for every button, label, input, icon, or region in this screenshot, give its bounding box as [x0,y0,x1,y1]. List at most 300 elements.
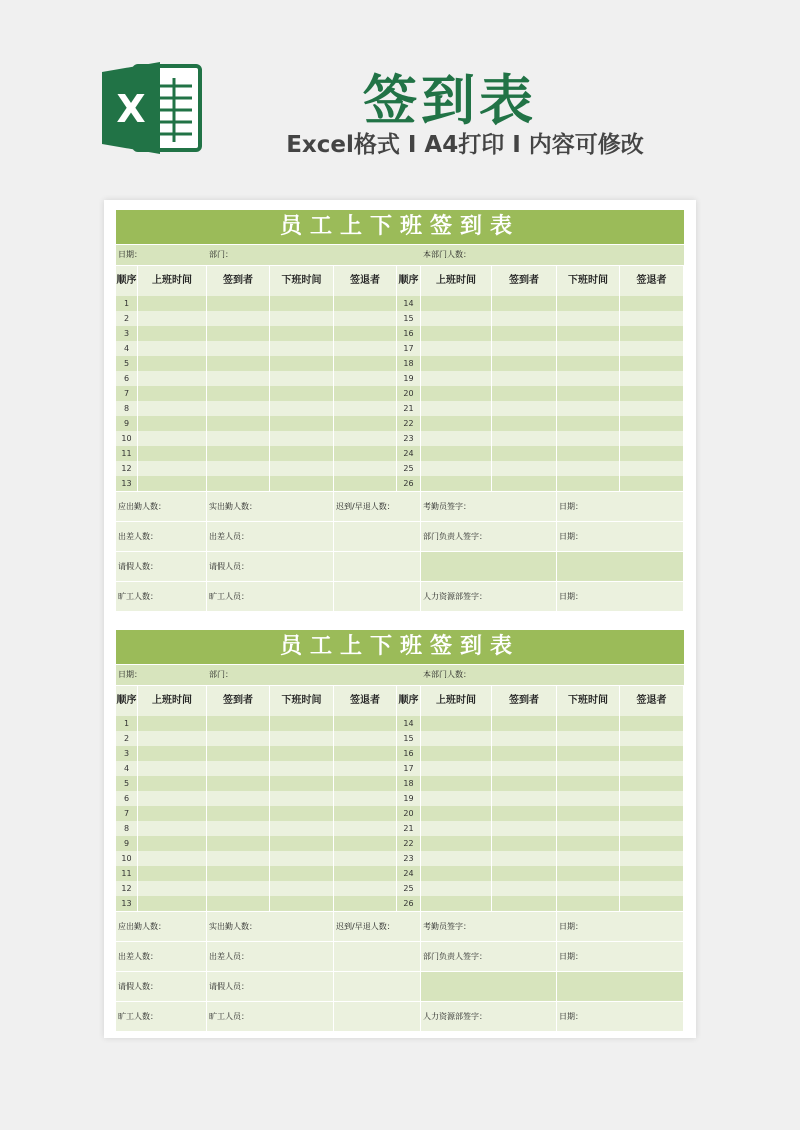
table-cell[interactable] [138,716,207,731]
table-row [116,761,684,776]
late-early-label[interactable]: 迟到/早退人数： [334,492,421,521]
table-cell[interactable] [492,776,557,791]
table-cell[interactable] [270,821,334,836]
table-row [116,896,684,911]
table-cell[interactable] [492,446,557,461]
table-cell[interactable] [270,416,334,431]
expected-attendance-label[interactable]: 应出勤人数： [116,492,207,521]
table-cell[interactable] [334,746,397,761]
table-cell[interactable] [207,836,270,851]
row-number: 12 [116,881,138,896]
leave-count-label[interactable]: 请假人数： [116,552,207,581]
absent-staff-label[interactable]: 旷工人员： [207,1002,334,1031]
table-cell[interactable] [207,806,270,821]
table-cell[interactable] [421,356,492,371]
table-cell[interactable] [557,416,620,431]
table-cell[interactable] [557,716,620,731]
table-cell[interactable] [138,431,207,446]
table-cell[interactable] [207,776,270,791]
table-cell[interactable] [138,746,207,761]
row-number: 12 [116,461,138,476]
table-cell[interactable] [138,776,207,791]
table-cell[interactable] [270,431,334,446]
table-cell[interactable] [270,776,334,791]
table-cell[interactable] [207,371,270,386]
table-cell[interactable] [138,416,207,431]
table-row [116,311,684,326]
table-row [116,296,684,311]
table-cell[interactable] [207,746,270,761]
table-cell[interactable] [557,341,620,356]
expected-attendance-label[interactable]: 应出勤人数： [116,912,207,941]
table-cell[interactable] [620,326,684,341]
row-number: 13 [116,476,138,491]
table-cell[interactable] [421,851,492,866]
table-cell[interactable] [207,761,270,776]
table-cell[interactable] [207,731,270,746]
footer-row [116,551,684,581]
business-trip-count-label[interactable]: 出差人数： [116,522,207,551]
date-label[interactable]: 日期： [118,670,142,679]
table-cell[interactable] [620,401,684,416]
actual-attendance-label[interactable]: 实出勤人数： [207,912,334,941]
page-title: 签到表 [363,69,537,132]
business-trip-staff-label[interactable]: 出差人员： [207,942,334,971]
empty-cell[interactable] [334,942,421,971]
table-cell[interactable] [334,896,397,911]
table-cell[interactable] [421,326,492,341]
dept-count-label[interactable]: 本部门人数： [423,670,471,679]
table-cell[interactable] [620,446,684,461]
table-cell[interactable] [334,401,397,416]
table-cell[interactable] [207,401,270,416]
table-cell[interactable] [421,446,492,461]
table-cell[interactable] [557,311,620,326]
table-cell[interactable] [138,851,207,866]
table-cell[interactable] [270,296,334,311]
table-cell[interactable] [620,386,684,401]
table-cell[interactable] [138,311,207,326]
empty-cell[interactable] [421,972,557,1001]
sign-date-label[interactable]: 日期： [557,492,684,521]
table-cell[interactable] [620,791,684,806]
table-cell[interactable] [557,866,620,881]
col-header: 下班时间 [270,266,334,296]
table-cell[interactable] [207,341,270,356]
row-number: 18 [397,776,421,791]
table-cell[interactable] [207,416,270,431]
table-cell[interactable] [557,296,620,311]
table-row [116,386,684,401]
table-cell[interactable] [270,791,334,806]
table-cell[interactable] [492,836,557,851]
empty-cell[interactable] [334,582,421,611]
table-cell[interactable] [207,461,270,476]
table-cell[interactable] [421,341,492,356]
sign-date-label[interactable]: 日期： [557,912,684,941]
hr-sign-label[interactable]: 人力资源部签字： [421,582,557,611]
table-cell[interactable] [207,431,270,446]
late-early-label[interactable]: 迟到/早退人数： [334,912,421,941]
table-cell[interactable] [334,476,397,491]
table-cell[interactable] [207,881,270,896]
table-cell[interactable] [138,371,207,386]
table-cell[interactable] [270,446,334,461]
table-cell[interactable] [557,761,620,776]
table-cell[interactable] [557,806,620,821]
absent-count-label[interactable]: 旷工人数： [116,1002,207,1031]
table-cell[interactable] [334,356,397,371]
table-cell[interactable] [557,821,620,836]
table-cell[interactable] [334,866,397,881]
table-cell[interactable] [492,371,557,386]
table-cell[interactable] [334,761,397,776]
table-cell[interactable] [270,851,334,866]
table-cell[interactable] [421,746,492,761]
table-cell[interactable] [421,806,492,821]
business-trip-staff-label[interactable]: 出差人员： [207,522,334,551]
table-cell[interactable] [270,731,334,746]
absent-count-label[interactable]: 旷工人数： [116,582,207,611]
table-cell[interactable] [270,401,334,416]
table-cell[interactable] [421,866,492,881]
business-trip-count-label[interactable]: 出差人数： [116,942,207,971]
dept-head-sign-label[interactable]: 部门负责人签字： [421,942,557,971]
table-cell[interactable] [620,371,684,386]
row-number: 25 [397,461,421,476]
table-cell[interactable] [557,731,620,746]
hr-sign-label[interactable]: 人力资源部签字： [421,1002,557,1031]
table-cell[interactable] [138,476,207,491]
checker-sign-label[interactable]: 考勤员签字： [421,492,557,521]
table-cell[interactable] [334,716,397,731]
table-cell[interactable] [207,446,270,461]
table-cell[interactable] [270,476,334,491]
table-cell[interactable] [207,896,270,911]
table-cell[interactable] [620,776,684,791]
row-number: 4 [116,761,138,776]
row-number: 19 [397,371,421,386]
table-cell[interactable] [557,386,620,401]
table-cell[interactable] [421,836,492,851]
table-cell[interactable] [557,371,620,386]
table-cell[interactable] [270,326,334,341]
table-cell[interactable] [492,731,557,746]
row-number: 6 [116,371,138,386]
table-cell[interactable] [421,296,492,311]
table-cell[interactable] [138,356,207,371]
dept-count-label[interactable]: 本部门人数： [423,250,471,259]
table-cell[interactable] [270,371,334,386]
table-cell[interactable] [138,866,207,881]
table-cell[interactable] [138,761,207,776]
table-cell[interactable] [138,386,207,401]
row-number: 16 [397,746,421,761]
table-cell[interactable] [421,311,492,326]
sign-date-label[interactable]: 日期： [557,942,684,971]
table-cell[interactable] [138,896,207,911]
table-cell[interactable] [492,326,557,341]
table-cell[interactable] [557,836,620,851]
table-cell[interactable] [138,461,207,476]
table-cell[interactable] [334,341,397,356]
empty-cell[interactable] [334,522,421,551]
sign-date-label[interactable]: 日期： [557,582,684,611]
info-row [116,244,684,265]
row-number: 17 [397,341,421,356]
row-number: 15 [397,731,421,746]
table-cell[interactable] [492,806,557,821]
table-cell[interactable] [207,311,270,326]
table-cell[interactable] [557,401,620,416]
table-cell[interactable] [334,791,397,806]
table-cell[interactable] [334,836,397,851]
row-number: 17 [397,761,421,776]
table-cell[interactable] [620,431,684,446]
table-cell[interactable] [620,461,684,476]
table-cell[interactable] [421,896,492,911]
empty-cell[interactable] [334,972,421,1001]
table-cell[interactable] [334,806,397,821]
table-cell[interactable] [492,311,557,326]
table-cell[interactable] [557,896,620,911]
table-cell[interactable] [557,776,620,791]
table-cell[interactable] [492,881,557,896]
table-cell[interactable] [334,851,397,866]
table-cell[interactable] [270,881,334,896]
table-row [116,371,684,386]
table-cell[interactable] [492,746,557,761]
table-row [116,806,684,821]
table-cell[interactable] [620,761,684,776]
table-cell[interactable] [334,776,397,791]
table-cell[interactable] [557,791,620,806]
table-cell[interactable] [270,386,334,401]
table-cell[interactable] [492,761,557,776]
table-cell[interactable] [421,416,492,431]
table-cell[interactable] [334,431,397,446]
table-cell[interactable] [207,716,270,731]
excel-logo-icon [100,58,204,158]
empty-cell[interactable] [421,552,557,581]
table-cell[interactable] [557,851,620,866]
leave-count-label[interactable]: 请假人数： [116,972,207,1001]
table-cell[interactable] [620,356,684,371]
table-cell[interactable] [421,371,492,386]
table-cell[interactable] [334,326,397,341]
table-cell[interactable] [270,761,334,776]
table-cell[interactable] [620,821,684,836]
table-row [116,791,684,806]
table-cell[interactable] [270,716,334,731]
table-cell[interactable] [270,896,334,911]
table-row [116,401,684,416]
table-cell[interactable] [557,881,620,896]
table-cell[interactable] [138,821,207,836]
table-cell[interactable] [207,821,270,836]
table-cell[interactable] [557,446,620,461]
table-cell[interactable] [138,326,207,341]
absent-staff-label[interactable]: 旷工人员： [207,582,334,611]
table-cell[interactable] [421,776,492,791]
table-cell[interactable] [334,311,397,326]
sign-date-label[interactable]: 日期： [557,1002,684,1031]
table-cell[interactable] [334,821,397,836]
table-cell[interactable] [138,296,207,311]
table-cell[interactable] [270,836,334,851]
row-number: 26 [397,476,421,491]
row-number: 4 [116,341,138,356]
col-header: 签退者 [334,266,397,296]
table-cell[interactable] [421,386,492,401]
table-cell[interactable] [138,401,207,416]
actual-attendance-label[interactable]: 实出勤人数： [207,492,334,521]
table-cell[interactable] [270,866,334,881]
row-number: 16 [397,326,421,341]
empty-cell[interactable] [557,552,684,581]
table-cell[interactable] [334,881,397,896]
row-number: 26 [397,896,421,911]
row-number: 22 [397,836,421,851]
leave-staff-label[interactable]: 请假人员： [207,552,334,581]
row-number: 19 [397,791,421,806]
table-cell[interactable] [138,881,207,896]
table-cell[interactable] [270,356,334,371]
table-cell[interactable] [492,821,557,836]
dept-label[interactable]: 部门： [209,250,233,259]
table-cell[interactable] [492,896,557,911]
table-cell[interactable] [207,386,270,401]
table-cell[interactable] [492,716,557,731]
table-cell[interactable] [421,431,492,446]
table-cell[interactable] [492,416,557,431]
table-cell[interactable] [421,761,492,776]
table-cell[interactable] [492,851,557,866]
table-cell[interactable] [557,431,620,446]
table-cell[interactable] [620,806,684,821]
table-cell[interactable] [421,881,492,896]
table-cell[interactable] [334,446,397,461]
table-cell[interactable] [138,836,207,851]
table-cell[interactable] [492,476,557,491]
table-cell[interactable] [620,836,684,851]
table-cell[interactable] [620,866,684,881]
table-cell[interactable] [620,716,684,731]
table-cell[interactable] [557,476,620,491]
table-cell[interactable] [620,851,684,866]
table-cell[interactable] [620,296,684,311]
table-cell[interactable] [620,341,684,356]
row-number: 24 [397,446,421,461]
table-cell[interactable] [270,746,334,761]
table-cell[interactable] [492,791,557,806]
table-cell[interactable] [270,461,334,476]
table-row [116,731,684,746]
table-cell[interactable] [270,806,334,821]
row-number: 3 [116,326,138,341]
dept-label[interactable]: 部门： [209,670,233,679]
table-cell[interactable] [557,461,620,476]
dept-head-sign-label[interactable]: 部门负责人签字： [421,522,557,551]
table-cell[interactable] [270,311,334,326]
table-cell[interactable] [421,461,492,476]
table-cell[interactable] [207,296,270,311]
table-cell[interactable] [620,731,684,746]
table-cell[interactable] [207,326,270,341]
table-cell[interactable] [334,416,397,431]
table-cell[interactable] [421,821,492,836]
checker-sign-label[interactable]: 考勤员签字： [421,912,557,941]
table-cell[interactable] [492,461,557,476]
table-cell[interactable] [421,476,492,491]
col-header: 签到者 [207,266,270,296]
table-cell[interactable] [492,356,557,371]
table-cell[interactable] [207,851,270,866]
table-cell[interactable] [492,386,557,401]
table-cell[interactable] [620,896,684,911]
empty-cell[interactable] [557,972,684,1001]
leave-staff-label[interactable]: 请假人员： [207,972,334,1001]
table-cell[interactable] [620,746,684,761]
table-cell[interactable] [421,716,492,731]
table-cell[interactable] [421,731,492,746]
table-cell[interactable] [620,311,684,326]
table-cell[interactable] [492,341,557,356]
table-cell[interactable] [492,401,557,416]
table-row [116,821,684,836]
table-cell[interactable] [334,371,397,386]
table-cell[interactable] [207,791,270,806]
table-cell[interactable] [334,386,397,401]
table-cell[interactable] [138,731,207,746]
table-cell[interactable] [620,416,684,431]
table-cell[interactable] [620,881,684,896]
date-label[interactable]: 日期： [118,250,142,259]
table-cell[interactable] [207,356,270,371]
column-header-row [116,265,684,296]
footer-row [116,521,684,551]
table-cell[interactable] [557,326,620,341]
table-cell[interactable] [207,866,270,881]
table-cell[interactable] [492,431,557,446]
sign-date-label[interactable]: 日期： [557,522,684,551]
document-paper [104,200,696,1038]
row-number: 21 [397,821,421,836]
col-header: 顺序 [397,686,421,716]
empty-cell[interactable] [334,1002,421,1031]
table-cell[interactable] [620,476,684,491]
table-cell[interactable] [138,341,207,356]
table-cell[interactable] [334,731,397,746]
table-cell[interactable] [270,341,334,356]
table-cell[interactable] [138,446,207,461]
table-cell[interactable] [557,746,620,761]
table-cell[interactable] [138,806,207,821]
table-cell[interactable] [421,401,492,416]
col-header: 顺序 [116,266,138,296]
table-cell[interactable] [207,476,270,491]
table-cell[interactable] [557,356,620,371]
table-cell[interactable] [492,296,557,311]
table-cell[interactable] [334,296,397,311]
table-cell[interactable] [138,791,207,806]
empty-cell[interactable] [334,552,421,581]
table-cell[interactable] [334,461,397,476]
table-cell[interactable] [492,866,557,881]
table-row [116,416,684,431]
table-cell[interactable] [421,791,492,806]
col-header: 签退者 [334,686,397,716]
